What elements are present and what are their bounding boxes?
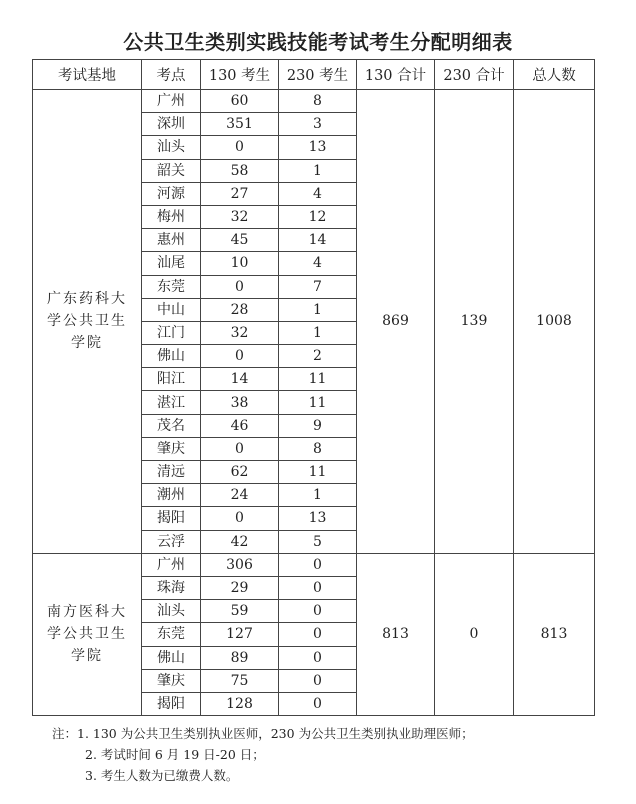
count-130: 128: [201, 692, 279, 715]
sum-230: 0: [435, 553, 514, 715]
exam-site: 梅州: [142, 205, 201, 228]
exam-site: 广州: [142, 553, 201, 576]
count-230: 13: [279, 136, 357, 159]
note-2: 2. 考试时间 6 月 19 日-20 日；: [85, 747, 265, 762]
exam-base: 广东药科大学公共卫生学院: [33, 90, 142, 554]
exam-site: 肇庆: [142, 437, 201, 460]
exam-site: 云浮: [142, 530, 201, 553]
count-130: 0: [201, 437, 279, 460]
sum-230: 139: [435, 90, 514, 554]
note-3: 3. 考生人数为已缴费人数。: [85, 768, 239, 783]
count-130: 89: [201, 646, 279, 669]
count-130: 32: [201, 321, 279, 344]
sum-130: 813: [357, 553, 435, 715]
count-230: 0: [279, 600, 357, 623]
exam-site: 中山: [142, 298, 201, 321]
exam-site: 惠州: [142, 229, 201, 252]
count-230: 7: [279, 275, 357, 298]
count-130: 24: [201, 484, 279, 507]
count-130: 127: [201, 623, 279, 646]
count-130: 62: [201, 461, 279, 484]
exam-site: 潮州: [142, 484, 201, 507]
header-130-sum: 130 合计: [357, 60, 435, 90]
exam-site: 深圳: [142, 113, 201, 136]
count-130: 59: [201, 600, 279, 623]
count-130: 351: [201, 113, 279, 136]
count-130: 27: [201, 182, 279, 205]
exam-site: 佛山: [142, 646, 201, 669]
header-base: 考试基地: [33, 60, 142, 90]
count-230: 0: [279, 623, 357, 646]
count-130: 14: [201, 368, 279, 391]
exam-site: 河源: [142, 182, 201, 205]
exam-site: 广州: [142, 90, 201, 113]
count-130: 29: [201, 576, 279, 599]
count-130: 0: [201, 136, 279, 159]
exam-site: 汕头: [142, 136, 201, 159]
count-230: 1: [279, 159, 357, 182]
count-230: 11: [279, 391, 357, 414]
table-row: [33, 90, 595, 113]
note-1: 注：1. 130 为公共卫生类别执业医师，230 为公共卫生类别执业助理医师；: [52, 726, 474, 741]
exam-site: 江门: [142, 321, 201, 344]
count-130: 45: [201, 229, 279, 252]
count-230: 2: [279, 345, 357, 368]
count-230: 0: [279, 692, 357, 715]
count-230: 11: [279, 461, 357, 484]
total-count: 813: [514, 553, 595, 715]
count-230: 9: [279, 414, 357, 437]
count-230: 14: [279, 229, 357, 252]
count-230: 1: [279, 298, 357, 321]
exam-site: 揭阳: [142, 692, 201, 715]
exam-site: 湛江: [142, 391, 201, 414]
total-count: 1008: [514, 90, 595, 554]
count-130: 38: [201, 391, 279, 414]
exam-site: 汕尾: [142, 252, 201, 275]
exam-site: 清远: [142, 461, 201, 484]
count-230: 11: [279, 368, 357, 391]
exam-site: 珠海: [142, 576, 201, 599]
count-130: 58: [201, 159, 279, 182]
page-title: 公共卫生类别实践技能考试考生分配明细表: [123, 30, 513, 54]
count-130: 60: [201, 90, 279, 113]
header-230-sum: 230 合计: [435, 60, 514, 90]
header-total: 总人数: [514, 60, 595, 90]
count-130: 75: [201, 669, 279, 692]
exam-site: 韶关: [142, 159, 201, 182]
count-230: 0: [279, 553, 357, 576]
header-130: 130 考生: [201, 60, 279, 90]
count-230: 3: [279, 113, 357, 136]
notes: [52, 723, 474, 786]
count-230: 8: [279, 90, 357, 113]
count-130: 10: [201, 252, 279, 275]
exam-site: 茂名: [142, 414, 201, 437]
allocation-table: [32, 59, 595, 716]
exam-site: 佛山: [142, 345, 201, 368]
count-130: 0: [201, 345, 279, 368]
count-230: 4: [279, 252, 357, 275]
exam-site: 东莞: [142, 623, 201, 646]
count-130: 46: [201, 414, 279, 437]
exam-base: 南方医科大学公共卫生学院: [33, 553, 142, 715]
count-230: 13: [279, 507, 357, 530]
count-130: 0: [201, 275, 279, 298]
sum-130: 869: [357, 90, 435, 554]
exam-site: 肇庆: [142, 669, 201, 692]
exam-site: 东莞: [142, 275, 201, 298]
count-130: 306: [201, 553, 279, 576]
count-130: 32: [201, 205, 279, 228]
count-230: 1: [279, 484, 357, 507]
count-230: 5: [279, 530, 357, 553]
exam-site: 揭阳: [142, 507, 201, 530]
count-230: 12: [279, 205, 357, 228]
exam-site: 阳江: [142, 368, 201, 391]
count-230: 1: [279, 321, 357, 344]
header-230: 230 考生: [279, 60, 357, 90]
count-230: 0: [279, 576, 357, 599]
count-230: 0: [279, 669, 357, 692]
count-130: 42: [201, 530, 279, 553]
count-130: 0: [201, 507, 279, 530]
count-230: 4: [279, 182, 357, 205]
exam-site: 汕头: [142, 600, 201, 623]
count-230: 8: [279, 437, 357, 460]
header-site: 考点: [142, 60, 201, 90]
count-230: 0: [279, 646, 357, 669]
header-row: [33, 60, 595, 90]
table-row: [33, 553, 595, 576]
count-130: 28: [201, 298, 279, 321]
table-body: [33, 90, 595, 716]
